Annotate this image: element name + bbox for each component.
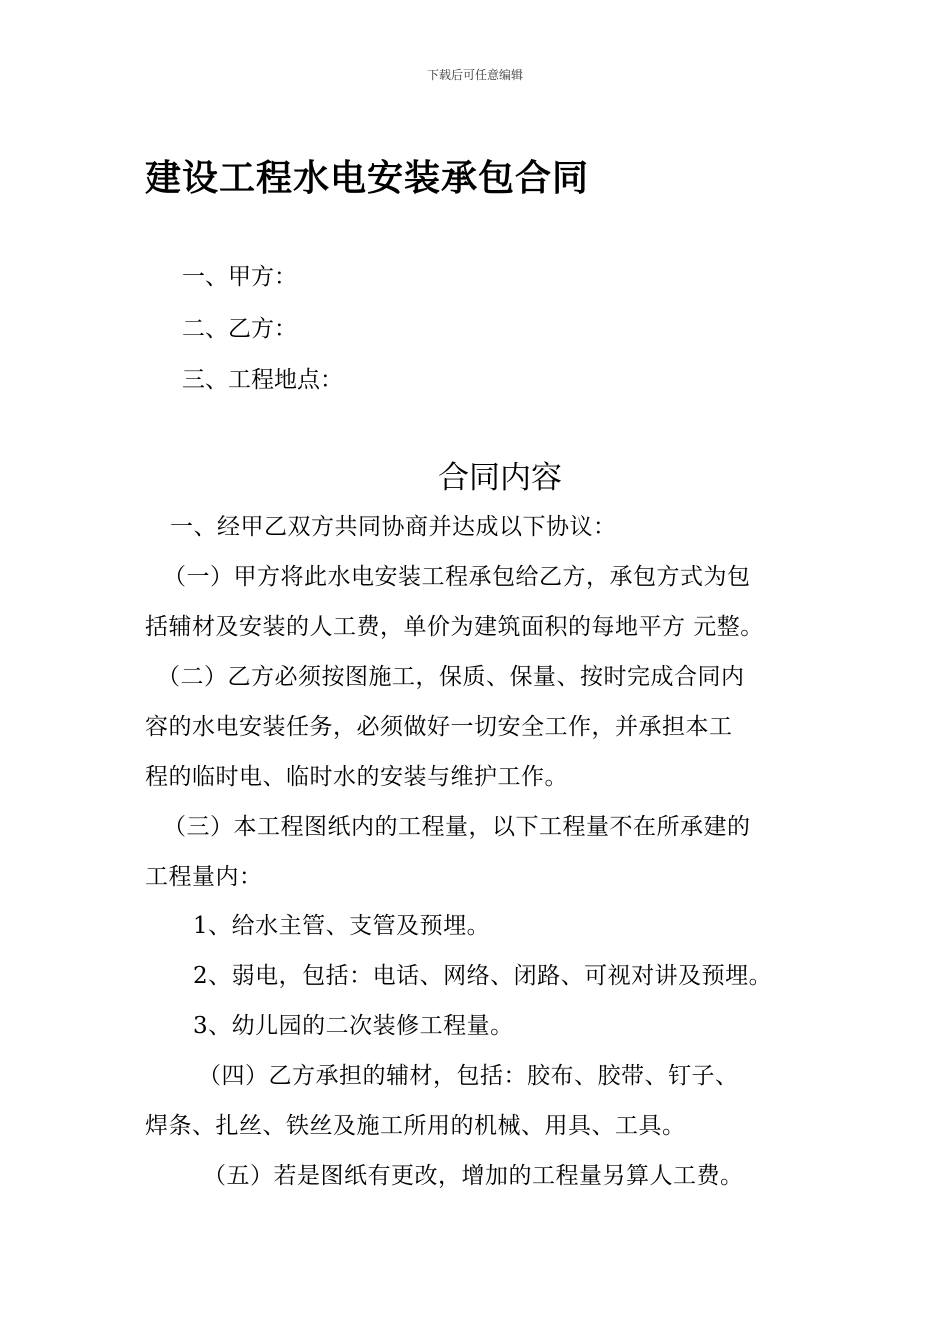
section-title: 合同内容 [438,460,562,496]
clause-line: 容的水电安装任务，必须做好一切安全工作，并承担本工 [145,714,733,740]
project-location-line: 三、工程地点： [182,367,343,393]
clause-line: 程的临时电、临时水的安装与维护工作。 [145,764,568,790]
list-item: 2、弱电，包括：电话、网络、闭路、可视对讲及预埋。 [193,963,773,989]
clause-line: （三）本工程图纸内的工程量，以下工程量不在所承建的 [163,814,751,840]
clause-line: （二）乙方必须按图施工，保质、保量、按时完成合同内 [157,664,745,690]
list-item: 1、给水主管、支管及预埋。 [193,913,491,939]
clause-line: 工程量内： [145,864,263,890]
party-b-line: 二、乙方： [182,316,297,342]
document-title: 建设工程水电安装承包合同 [145,158,590,199]
header-note: 下载后可任意编辑 [426,68,523,82]
clause-line: （一）甲方将此水电安装工程承包给乙方，承包方式为包 [163,564,751,590]
clause-line: 焊条、扎丝、铁丝及施工所用的机械、用具、工具。 [145,1113,686,1139]
clause-line: 括辅材及安装的人工费，单价为建筑面积的每地平方 元整。 [145,614,764,640]
list-item: 3、幼儿园的二次装修工程量。 [193,1013,514,1039]
clause-line: （四）乙方承担的辅材，包括：胶布、胶带、钉子、 [198,1063,739,1089]
clause-line: （五）若是图纸有更改，增加的工程量另算人工费。 [203,1163,744,1189]
party-a-line: 一、甲方： [182,264,297,290]
clause-intro: 一、经甲乙双方共同协商并达成以下协议： [170,514,617,540]
